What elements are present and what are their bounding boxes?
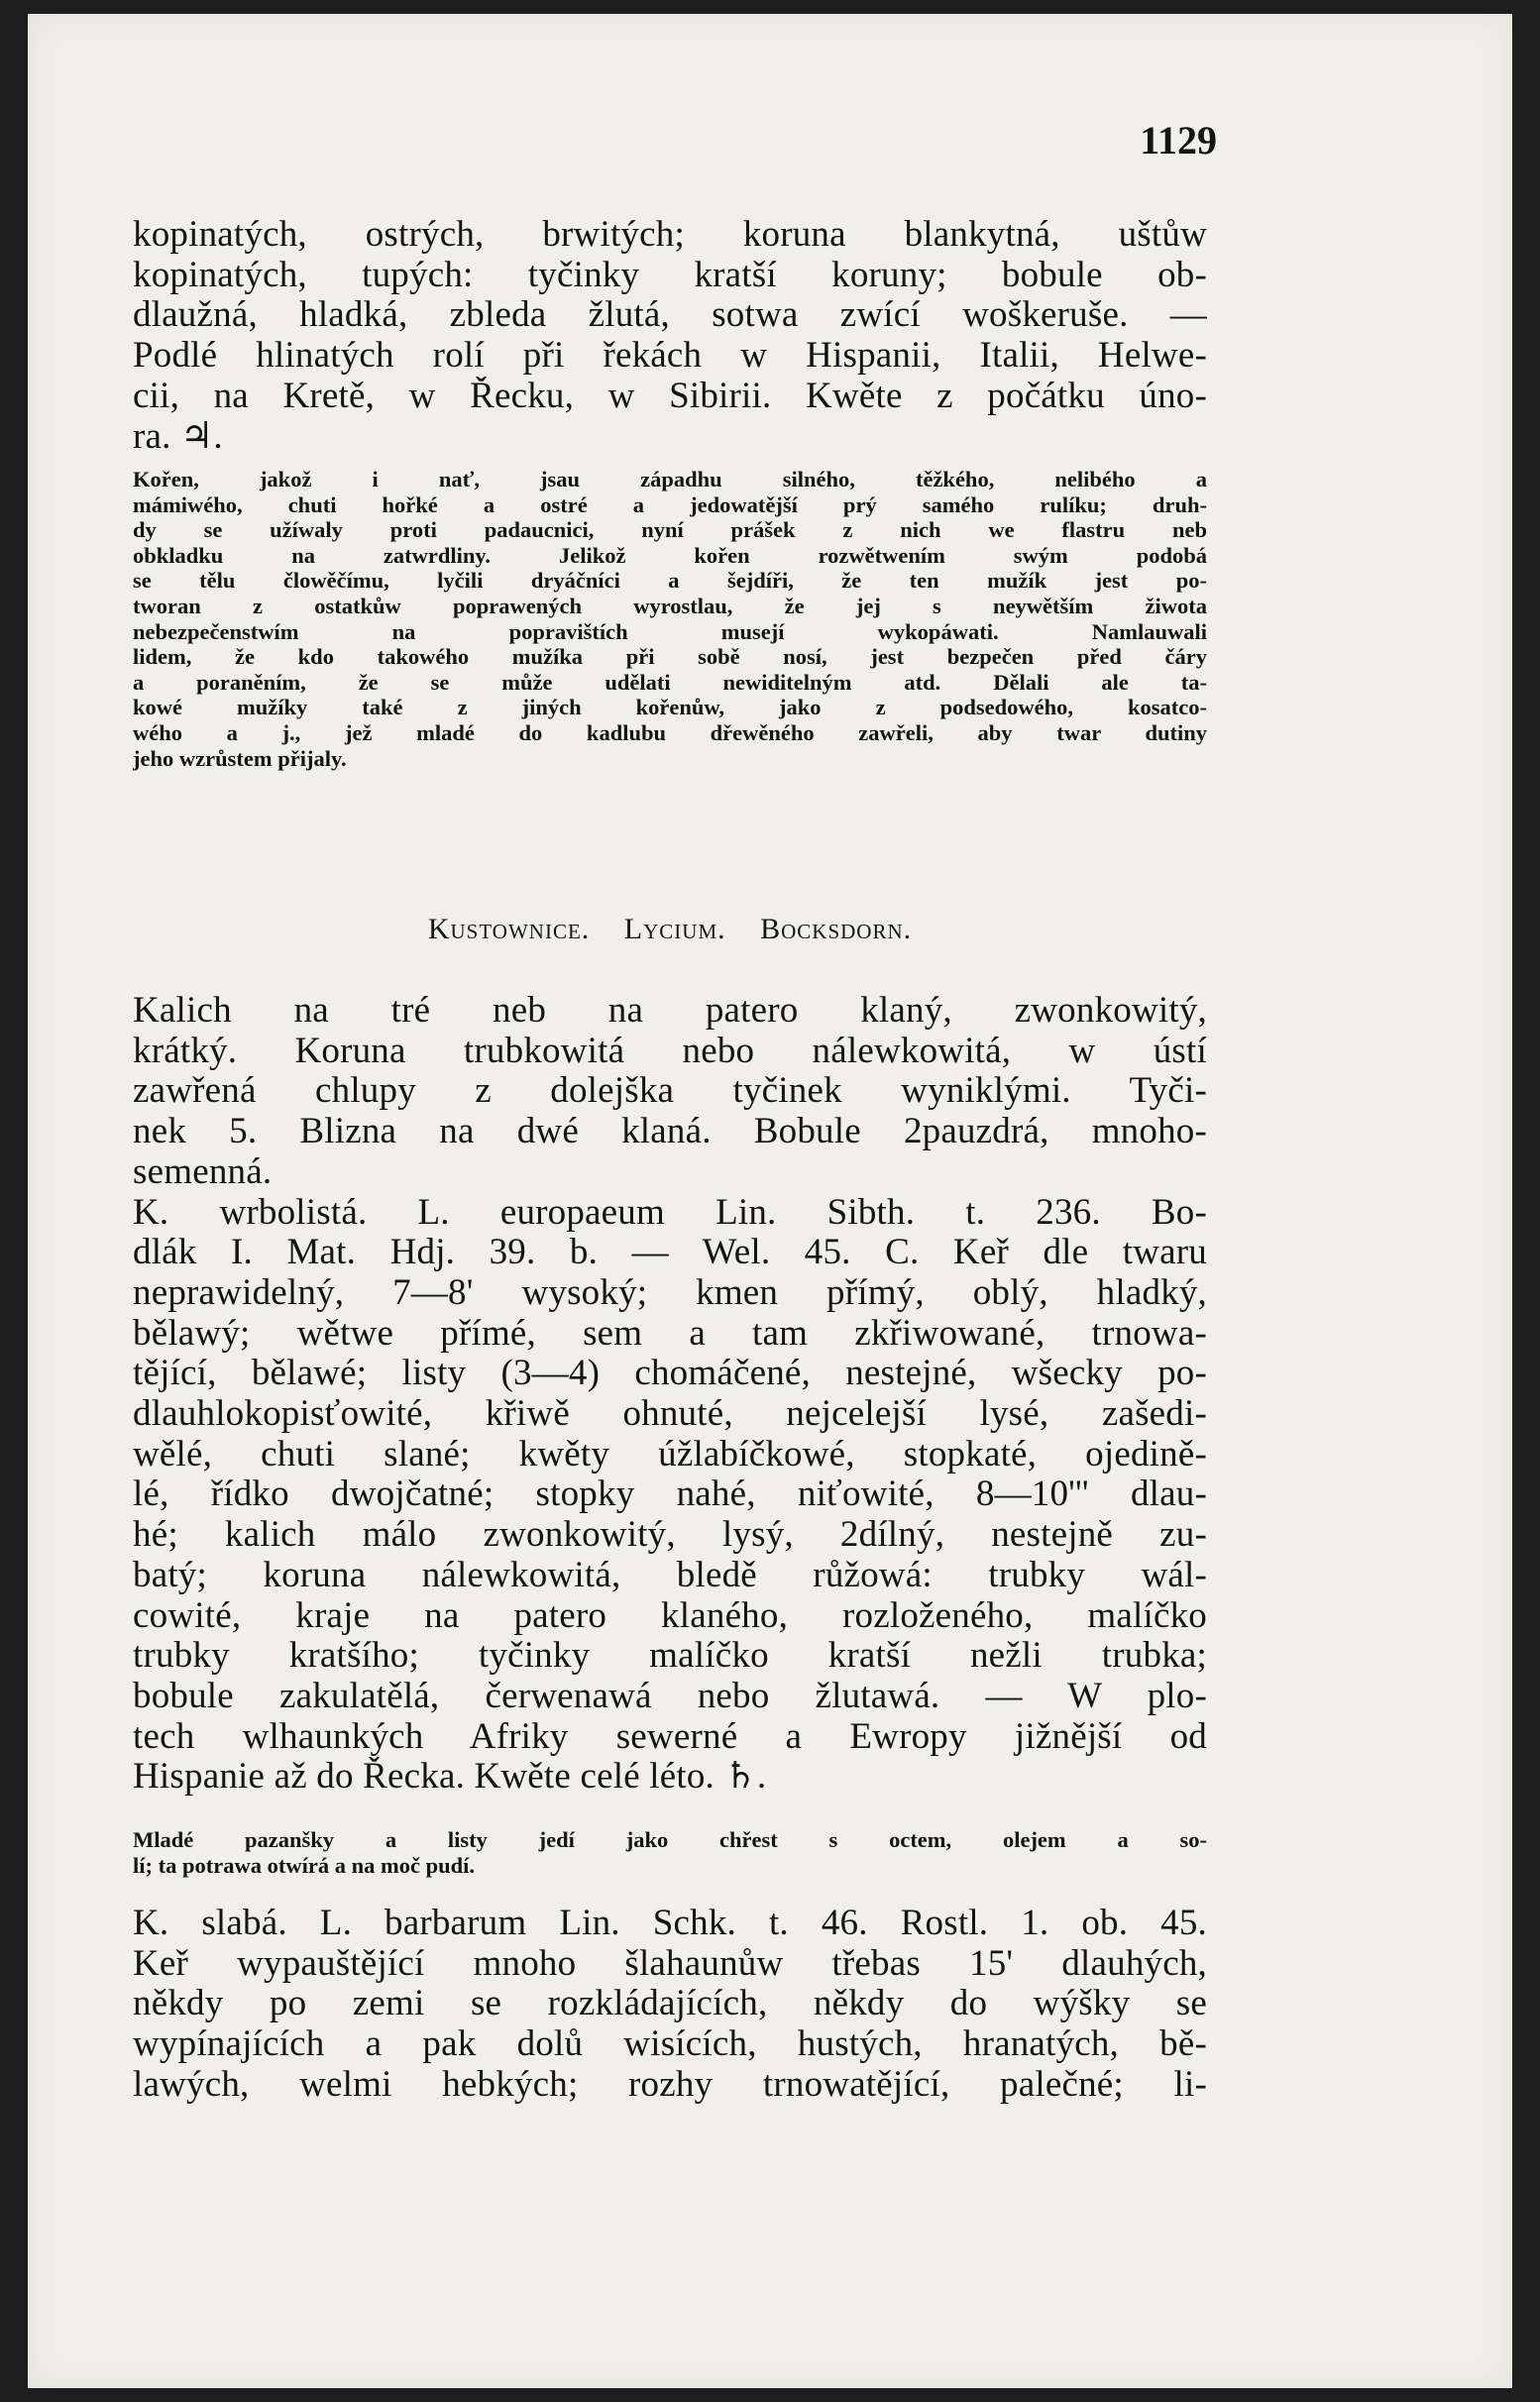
note-line: kowé mužíky také z jiných kořenůw, jako z podsedowého, kosatco- bbox=[133, 695, 1207, 720]
page-number: 1129 bbox=[1140, 118, 1217, 163]
text-line: wělé, chuti slané; kwěty úžlabíčkowé, stopkaté, ojedině- bbox=[133, 1434, 1207, 1474]
paragraph-species-description bbox=[133, 215, 1207, 457]
text-line: Keř wypauštějící mnoho šlahaunůw třebas 15' dlauhých, bbox=[133, 1943, 1207, 1984]
text-line: někdy po zemi se rozkládajících, někdy do wýšky se bbox=[133, 1984, 1207, 2024]
note-line: jeho wzrůstem přijaly. bbox=[133, 745, 347, 771]
text-line: cowité, kraje na patero klaného, rozloženého, malíčko bbox=[133, 1595, 1207, 1636]
text-line: Hispanie až do Řecka. Kwěte celé léto. ♄. bbox=[133, 1757, 767, 1798]
note-line: lidem, že kdo takowého mužíka při sobě nosí, jest bezpečen před čáry bbox=[133, 644, 1207, 670]
text-line: dlák I. Mat. Hdj. 39. b. — Wel. 45. C. Keř dle twaru bbox=[133, 1233, 1207, 1273]
note-root-usage bbox=[133, 467, 1207, 771]
note-line: wého a j., jež mladé do kadlubu dřewěného zawřeli, aby twar dutiny bbox=[133, 719, 1207, 745]
note-line: se tělu člowěčímu, lyčili dryáčníci a šejdíři, že ten mužík jest po- bbox=[133, 568, 1207, 594]
note-line: lí; ta potrawa otwírá a na moč pudí. bbox=[133, 1852, 475, 1878]
text-line: wypínajících a pak dolů wisících, hustých, hranatých, bě- bbox=[133, 2024, 1207, 2065]
text-line: dlauhlokopisťowité, křiwě ohnuté, nejcelejší lysé, zašedi- bbox=[133, 1394, 1207, 1435]
text-line: trubky kratšího; tyčinky malíčko kratší nežli trubka; bbox=[133, 1636, 1207, 1677]
note-line: dy se užíwaly proti padaucnici, nyní prášek z nich we flastru neb bbox=[133, 517, 1207, 543]
paragraph-species-barbarum bbox=[133, 1904, 1207, 2106]
text-line: semenná. bbox=[133, 1151, 273, 1192]
text-line: neprawidelný, 7—8' wysoký; kmen přímý, oblý, hladký, bbox=[133, 1272, 1207, 1313]
text-line: bobule zakulatělá, čerwenawá nebo žlutawá. — W plo- bbox=[133, 1676, 1207, 1716]
text-line: Kalich na tré neb na patero klaný, zwonkowitý, bbox=[133, 991, 1207, 1031]
text-line: lé, řídko dwojčatné; stopky nahé, niťowité, 8—10''' dlau- bbox=[133, 1474, 1207, 1515]
note-culinary-use bbox=[133, 1827, 1207, 1878]
text-line: tějící, bělawé; listy (3—4) chomáčené, nestejné, wšecky po- bbox=[133, 1354, 1207, 1394]
note-line: Mladé pazanšky a listy jedí jako chřest s octem, olejem a so- bbox=[133, 1827, 1207, 1852]
text-line: kopinatých, ostrých, brwitých; koruna blankytná, uštůw bbox=[133, 215, 1207, 255]
text-line: K. wrbolistá. L. europaeum Lin. Sibth. t. 236. Bo- bbox=[133, 1192, 1207, 1233]
note-line: tworan z ostatkůw poprawených wyrostlau, že jej s neywětším žiwota bbox=[133, 593, 1207, 618]
text-line: tech wlhaunkých Afriky sewerné a Ewropy jižnější od bbox=[133, 1716, 1207, 1757]
text-line: kopinatých, tupých: tyčinky kratší koruny; bobule ob- bbox=[133, 255, 1207, 295]
text-line: bělawý; wětwe přímé, sem a tam zkřiwowané, trnowa- bbox=[133, 1313, 1207, 1354]
note-line: obkladku na zatwrdliny. Jelikož kořen rozwětwením swým podobá bbox=[133, 542, 1207, 568]
text-line: batý; koruna nálewkowitá, bledě růžowá: trubky wál- bbox=[133, 1555, 1207, 1595]
text-line: dlaužná, hladká, zbleda žlutá, sotwa zwící woškeruše. — bbox=[133, 295, 1207, 336]
text-line: hé; kalich málo zwonkowitý, lysý, 2dílný, nestejně zu- bbox=[133, 1515, 1207, 1556]
note-line: Kořen, jakož i nať, jsau západhu silného, těžkého, nelibého a bbox=[133, 467, 1207, 491]
text-line: zawřená chlupy z dolejška tyčinek wyniklými. Tyči- bbox=[133, 1071, 1207, 1112]
genus-heading: Kustownice. Lycium. Bocksdorn. bbox=[427, 913, 913, 945]
text-line: krátký. Koruna trubkowitá nebo nálewkowitá, w ústí bbox=[133, 1031, 1207, 1071]
paragraph-genus-description bbox=[133, 991, 1207, 1798]
text-line: lawých, welmi hebkých; rozhy trnowatějící, palečné; li- bbox=[133, 2064, 1207, 2105]
note-line: nebezpečenstwím na popravištích musejí wykopáwati. Namlauwali bbox=[133, 618, 1207, 644]
text-line: K. slabá. L. barbarum Lin. Schk. t. 46. Rostl. 1. ob. 45. bbox=[133, 1904, 1207, 1943]
text-line: ra. ♃. bbox=[133, 416, 223, 457]
text-line: nek 5. Blizna na dwé klaná. Bobule 2pauzdrá, mnoho- bbox=[133, 1112, 1207, 1152]
note-line: mámiwého, chuti hořké a ostré a jedowatější prý samého rulíku; druh- bbox=[133, 491, 1207, 517]
text-line: Podlé hlinatých rolí při řekách w Hispanii, Italii, Helwe- bbox=[133, 336, 1207, 377]
text-line: cii, na Kretě, w Řecku, w Sibirii. Kwěte z počátku úno- bbox=[133, 376, 1207, 416]
note-line: a poraněním, že se může udělati newiditelným atd. Dělali ale ta- bbox=[133, 669, 1207, 695]
